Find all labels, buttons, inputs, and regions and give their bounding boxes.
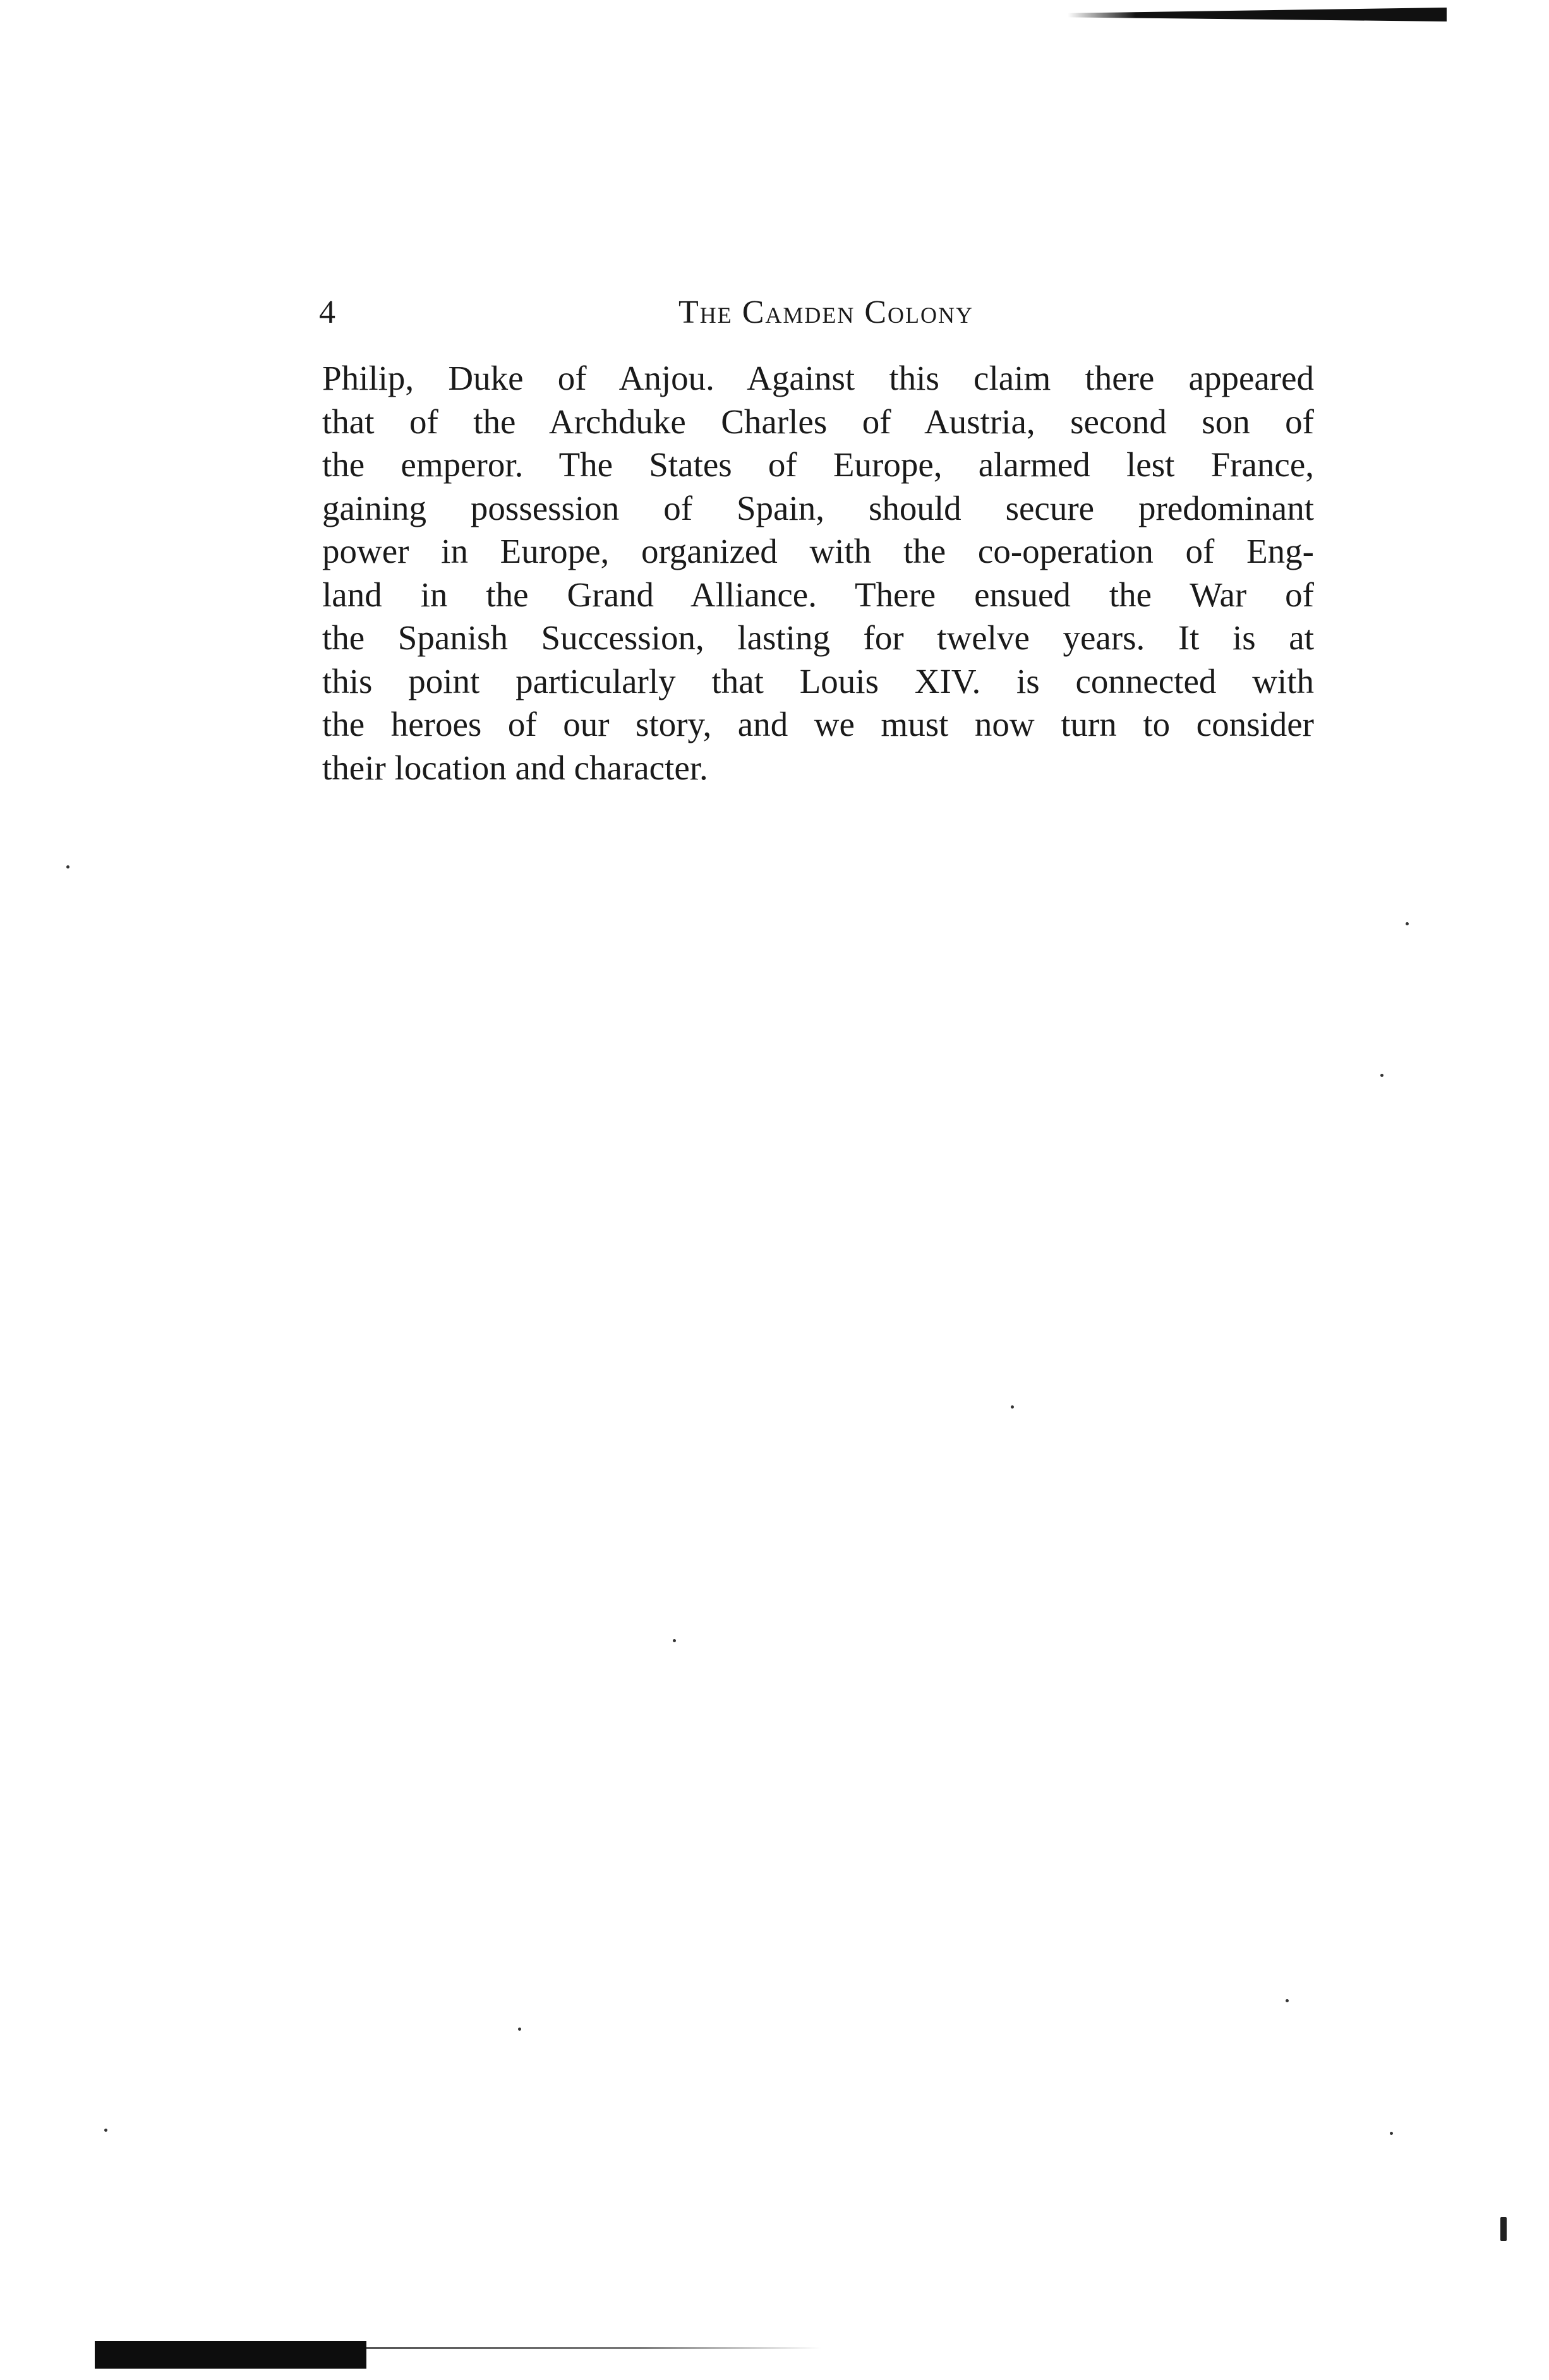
text-line: the heroes of our story, and we must now turn to consider [322, 705, 1314, 743]
text-line: the emperor. The States of Europe, alarmed lest France, [322, 445, 1314, 484]
text-line: their location and character. [322, 748, 708, 787]
scan-edge-artifact-bottom [95, 2341, 366, 2369]
running-head [319, 287, 1333, 338]
scan-speck [1406, 922, 1409, 925]
text-line: land in the Grand Alliance. There ensued the War of [322, 575, 1314, 614]
scan-speck [66, 865, 69, 868]
scan-speck [673, 1639, 676, 1642]
text-line: the Spanish Succession, lasting for twelve years. It is at [322, 618, 1314, 657]
text-line: that of the Archduke Charles of Austria, second son of [322, 402, 1314, 441]
scan-speck [1286, 1999, 1289, 2002]
scan-speck [1390, 2132, 1393, 2135]
scan-edge-artifact-top [1068, 8, 1447, 21]
running-title: The Camden Colony [678, 294, 974, 330]
scan-speck [1380, 1074, 1383, 1077]
text-line: this point particularly that Louis XIV. is connected with [322, 661, 1314, 700]
page-number: 4 [319, 294, 335, 330]
text-line: gaining possession of Spain, should secure predominant [322, 488, 1314, 527]
scan-speck [1500, 2217, 1507, 2241]
scan-speck [1011, 1405, 1014, 1409]
text-line: power in Europe, organized with the co-operation of Eng- [322, 532, 1314, 570]
body-paragraph [322, 357, 1314, 790]
text-line: Philip, Duke of Anjou. Against this claim there appeared [322, 359, 1314, 397]
scan-speck [104, 2129, 107, 2132]
scan-edge-line-bottom [366, 2347, 821, 2349]
scan-speck [518, 2028, 521, 2031]
